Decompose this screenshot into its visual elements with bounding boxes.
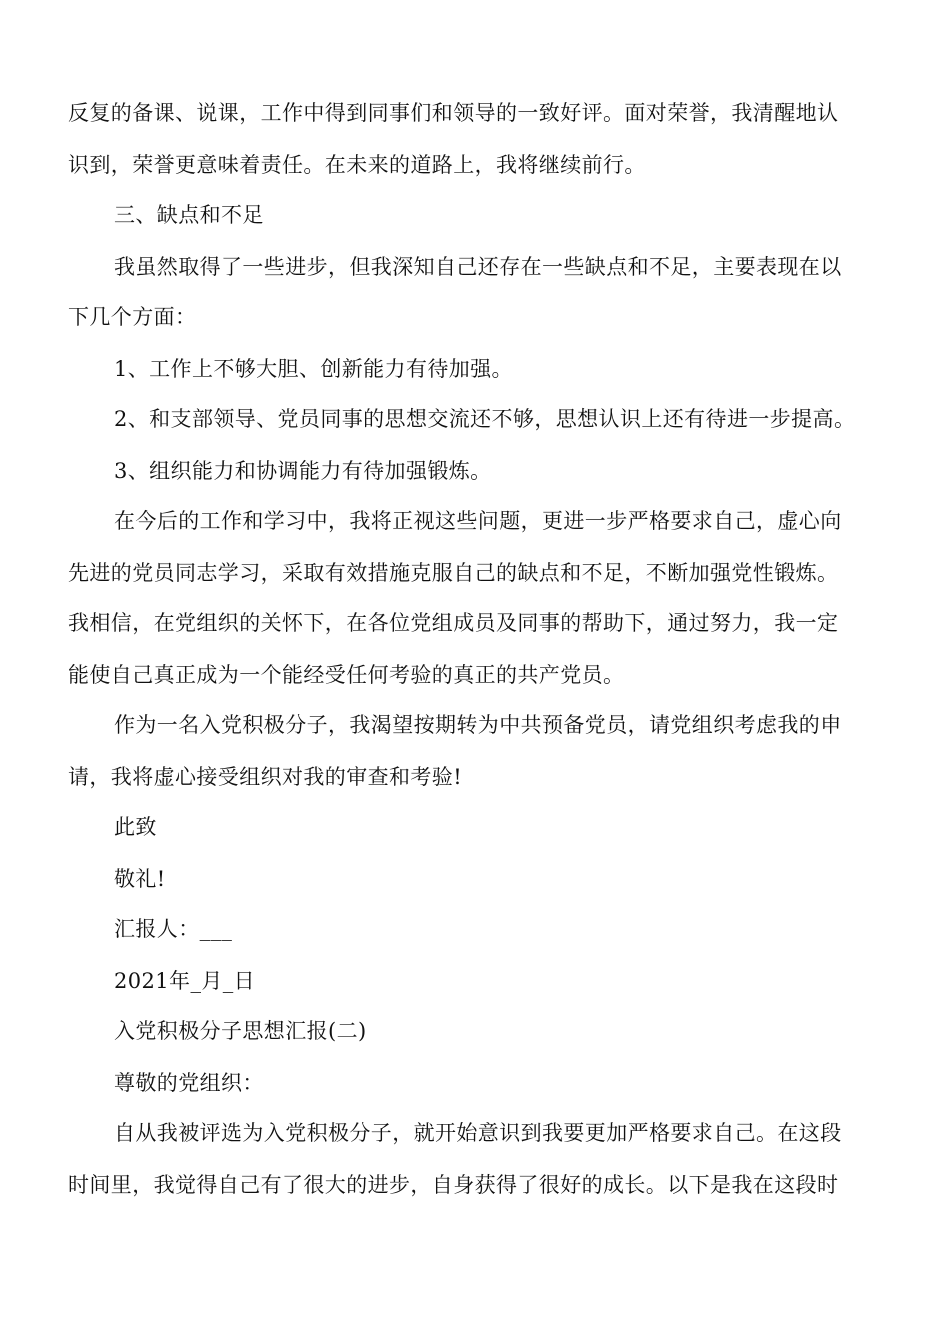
closing-salutation: 此致 — [114, 815, 157, 839]
paragraph-line: 下几个方面： — [68, 305, 197, 329]
section-heading: 三、缺点和不足 — [114, 203, 264, 227]
paragraph-line: 反复的备课、说课，工作中得到同事们和领导的一致好评。面对荣誉，我清醒地认 — [68, 101, 839, 125]
list-item: 2、和支部领导、党员同事的思想交流还不够，思想认识上还有待进一步提高。 — [114, 407, 856, 431]
paragraph-line: 在今后的工作和学习中，我将正视这些问题，更进一步严格要求自己，虚心向 — [114, 509, 842, 533]
paragraph-line: 作为一名入党积极分子，我渴望按期转为中共预备党员，请党组织考虑我的申 — [114, 713, 842, 737]
paragraph-line: 识到，荣誉更意味着责任。在未来的道路上，我将继续前行。 — [68, 153, 646, 177]
reporter-signature: 汇报人：___ — [114, 917, 233, 941]
paragraph-line: 先进的党员同志学习，采取有效措施克服自己的缺点和不足，不断加强党性锻炼。 — [68, 561, 839, 585]
paragraph-line: 我相信，在党组织的关怀下，在各位党组成员及同事的帮助下，通过努力，我一定 — [68, 611, 839, 635]
report-date: 2021年_月_日 — [114, 969, 256, 993]
paragraph-line: 能使自己真正成为一个能经受任何考验的真正的共产党员。 — [68, 663, 625, 687]
paragraph-line: 时间里，我觉得自己有了很大的进步，自身获得了很好的成长。以下是我在这段时 — [68, 1173, 839, 1197]
paragraph-line: 自从我被评选为入党积极分子，就开始意识到我要更加严格要求自己。在这段 — [114, 1121, 842, 1145]
paragraph-line: 请，我将虚心接受组织对我的审查和考验! — [68, 765, 463, 789]
list-item: 3、组织能力和协调能力有待加强锻炼。 — [114, 459, 492, 483]
closing-regards: 敬礼! — [114, 867, 166, 891]
paragraph-line: 我虽然取得了一些进步，但我深知自己还存在一些缺点和不足，主要表现在以 — [114, 255, 842, 279]
greeting: 尊敬的党组织： — [114, 1071, 264, 1095]
section-title: 入党积极分子思想汇报(二) — [114, 1019, 367, 1043]
list-item: 1、工作上不够大胆、创新能力有待加强。 — [114, 357, 513, 381]
